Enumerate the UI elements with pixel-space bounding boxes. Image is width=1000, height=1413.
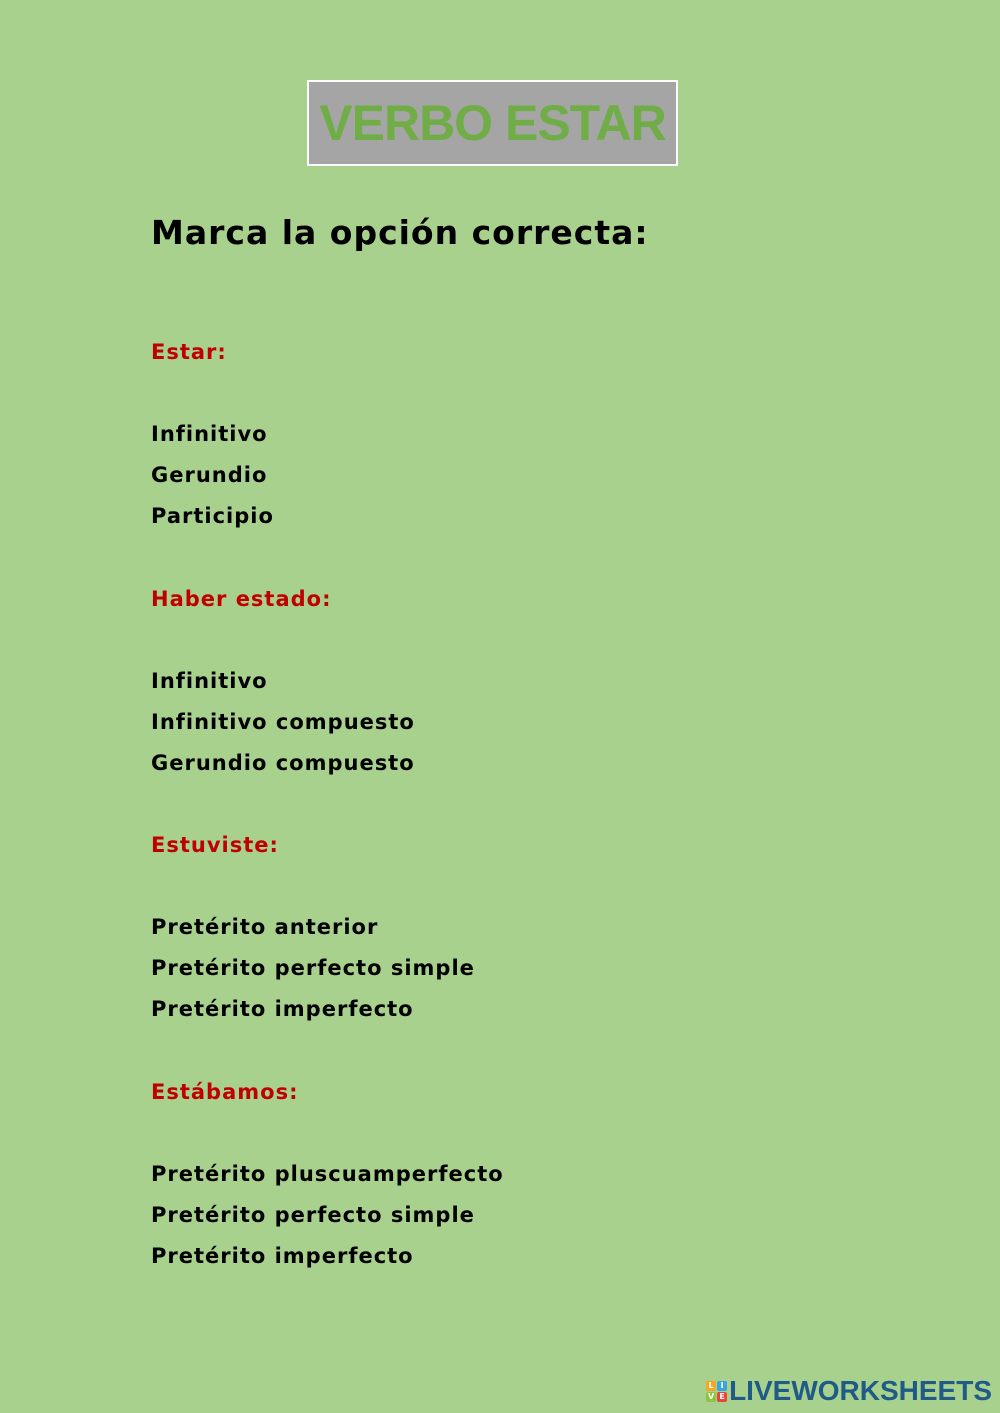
option-item[interactable]: Gerundio compuesto — [151, 751, 415, 775]
option-item[interactable]: Pretérito imperfecto — [151, 1244, 414, 1268]
option-item[interactable]: Pretérito perfecto simple — [151, 1203, 475, 1227]
logo-letter: L — [706, 1381, 716, 1391]
option-list — [151, 414, 851, 537]
logo-letter: E — [717, 1392, 727, 1402]
option-list — [151, 661, 851, 784]
option-item[interactable]: Infinitivo — [151, 422, 268, 446]
logo-letter: V — [707, 1391, 715, 1401]
option-item[interactable]: Pretérito anterior — [151, 915, 379, 939]
option-item[interactable]: Infinitivo compuesto — [151, 710, 415, 734]
question-3 — [151, 825, 851, 1030]
question-label: Estábamos: — [151, 1080, 299, 1104]
brand-text: LIVEWORKSHEETS — [729, 1375, 992, 1406]
question-label: Estar: — [151, 340, 227, 364]
option-item[interactable]: Participio — [151, 504, 274, 528]
option-item[interactable]: Pretérito pluscuamperfecto — [151, 1162, 504, 1186]
question-label: Estuviste: — [151, 833, 279, 857]
liveworksheets-logo-icon — [706, 1381, 727, 1402]
question-1 — [151, 332, 851, 537]
option-list — [151, 1154, 851, 1277]
liveworksheets-brand — [706, 1375, 992, 1407]
page-title: VERBO ESTAR — [319, 95, 666, 151]
question-2 — [151, 579, 851, 784]
logo-letter: I — [717, 1381, 727, 1391]
option-list — [151, 907, 851, 1030]
option-item[interactable]: Infinitivo — [151, 669, 268, 693]
instruction-text: Marca la opción correcta: — [151, 213, 649, 252]
question-4 — [151, 1072, 851, 1277]
question-label: Haber estado: — [151, 587, 332, 611]
option-item[interactable]: Pretérito imperfecto — [151, 997, 414, 1021]
option-item[interactable]: Gerundio — [151, 463, 268, 487]
option-item[interactable]: Pretérito perfecto simple — [151, 956, 475, 980]
title-box — [307, 80, 678, 166]
